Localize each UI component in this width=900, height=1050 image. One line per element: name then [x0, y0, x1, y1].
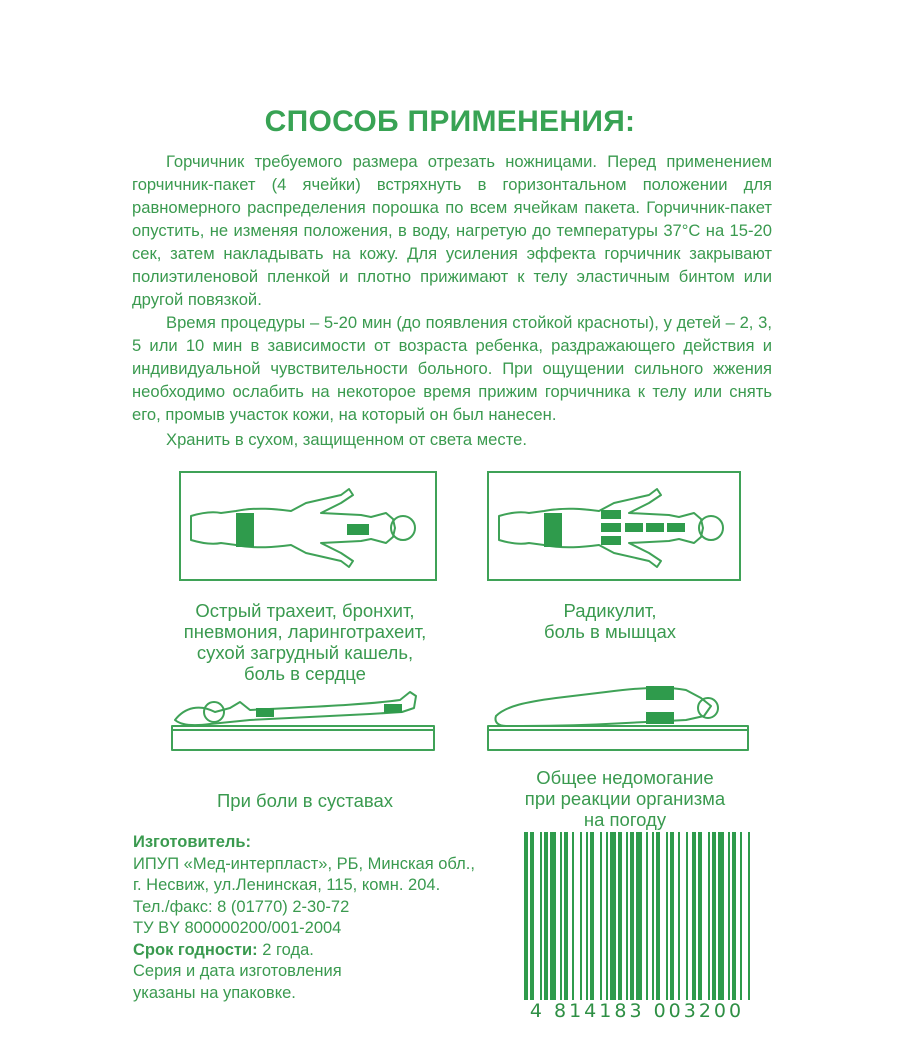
storage-note: Хранить в сухом, защищенном от света месте.: [166, 430, 527, 449]
lying-weather-illustration: [486, 676, 750, 754]
barcode-bar: [544, 832, 548, 1004]
batch-note: Серия и дата изготовления: [133, 962, 342, 980]
caption-line: при реакции организма: [524, 788, 726, 809]
caption-line: Острый трахеит, бронхит,: [195, 600, 415, 621]
barcode-bar: [708, 832, 710, 1004]
barcode-bar: [540, 832, 542, 1004]
barcode-bar: [606, 832, 608, 1004]
barcode-bar: [666, 832, 668, 1004]
lying-supine-illustration: [170, 682, 436, 754]
manufacturer-spec: ТУ BY 800000200/001-2004: [133, 919, 342, 937]
mustard-patch: [347, 524, 369, 535]
barcode-bar: [618, 832, 622, 1004]
barcode-number: 4 814183 003200: [520, 1000, 754, 1022]
barcode-bar: [718, 832, 724, 1004]
barcode-bar: [550, 832, 556, 1004]
caption-line: пневмония, ларинготрахеит,: [183, 621, 427, 642]
shelf-life-label: Срок годности:: [133, 940, 258, 959]
barcode-bar: [626, 832, 628, 1004]
mustard-patch: [236, 513, 254, 547]
manufacturer-line: ИПУП «Мед-интерпласт», РБ, Минская обл.,: [133, 854, 475, 873]
barcode-bar: [692, 832, 696, 1004]
manufacturer-line: г. Несвиж, ул.Ленинская, 115, комн. 204.: [133, 876, 441, 894]
mustard-patch: [601, 523, 621, 532]
barcode-bar: [670, 832, 674, 1004]
page-title: СПОСОБ ПРИМЕНЕНИЯ:: [264, 105, 636, 138]
caption-line: Радикулит,: [563, 600, 657, 621]
barcode-bar: [524, 832, 528, 1022]
lying-weather-figure: [486, 676, 750, 754]
barcode-bar: [560, 832, 562, 1004]
barcode-bar: [698, 832, 702, 1004]
barcode-bar: [564, 832, 568, 1004]
back-body-figure: [489, 473, 739, 579]
front-body-figure: [181, 473, 435, 579]
instructions: [132, 150, 772, 451]
caption-back: [500, 600, 720, 642]
manufacturer-label: Изготовитель:: [133, 833, 251, 851]
batch-note: указаны на упаковке.: [133, 983, 296, 1002]
back-body-illustration: [487, 471, 741, 581]
barcode-bar: [732, 832, 736, 1004]
caption-front: [150, 600, 460, 684]
barcode-bar: [630, 832, 634, 1004]
barcode: [520, 832, 754, 1022]
barcode-bar: [678, 832, 680, 1004]
barcode-bar: [646, 832, 648, 1004]
caption-joints: [180, 790, 430, 811]
caption-line: Общее недомогание: [536, 767, 714, 788]
mustard-patch: [384, 704, 402, 713]
shelf-life-value: 2 года.: [262, 940, 314, 959]
barcode-bar: [590, 832, 594, 1004]
mustard-patch: [544, 513, 562, 547]
barcode-bar: [712, 832, 716, 1004]
barcode-bar: [748, 832, 750, 1004]
manufacturer-phone: Тел./факс: 8 (01770) 2-30-72: [133, 897, 350, 916]
barcode-bar: [740, 832, 742, 1004]
barcode-bar: [610, 832, 616, 1004]
barcode-bar: [572, 832, 574, 1004]
barcode-bar: [586, 832, 588, 1004]
caption-line: При боли в суставах: [216, 790, 394, 811]
mustard-patch: [646, 686, 674, 700]
instructions-paragraph-2: Время процедуры – 5-20 мин (до появления стойкой красноты), у детей – 2, 3, 5 или 10 мин в зависимости от возраста ребенка, раздражающего действия и индивидуальной чувствительности больного. При ощущении сильного жжения необходимо ослабить на некоторое время прижим горчичника к телу или снять его, промыв участок кожи, на который он был нанесен.: [132, 313, 772, 424]
caption-line: на погоду: [583, 809, 667, 830]
manufacturer-info: [133, 832, 533, 1004]
barcode-bar: [636, 832, 642, 1004]
caption-line: боль в сердце: [244, 663, 366, 684]
barcode-bars: [520, 832, 754, 1022]
mustard-patch: [667, 523, 685, 532]
mustard-patch: [646, 712, 674, 724]
barcode-bar: [728, 832, 730, 1004]
barcode-bar: [656, 832, 660, 1004]
caption-line: сухой загрудный кашель,: [196, 642, 414, 663]
front-body-illustration: [179, 471, 437, 581]
barcode-bar: [686, 832, 688, 1004]
barcode-bar: [580, 832, 582, 1004]
barcode-bar: [530, 832, 534, 1022]
caption-line: боль в мышцах: [543, 621, 676, 642]
barcode-bar: [600, 832, 602, 1004]
mustard-patch: [646, 523, 664, 532]
mustard-patch: [601, 510, 621, 519]
instructions-paragraph-1: Горчичник требуемого размера отрезать ножницами. Перед применением горчичник-пакет (4 ячейки) встряхнуть в горизонтальном положении для равномерного распределения порошка по всем ячейкам пакета. Горчичник-пакет опустить, не изменяя положения, в воду, нагретую до температуры 37°С на 15-20 сек, затем накладывать на кожу. Для усиления эффекта горчичник закрывают полиэтиленовой пленкой и плотно прижимают к телу эластичным бинтом или другой повязкой.: [132, 152, 772, 309]
mustard-patch: [256, 708, 274, 717]
mustard-patch: [625, 523, 643, 532]
mustard-patch: [601, 536, 621, 545]
barcode-bar: [652, 832, 654, 1004]
lying-supine-figure: [170, 682, 436, 754]
caption-weather: [480, 767, 770, 830]
